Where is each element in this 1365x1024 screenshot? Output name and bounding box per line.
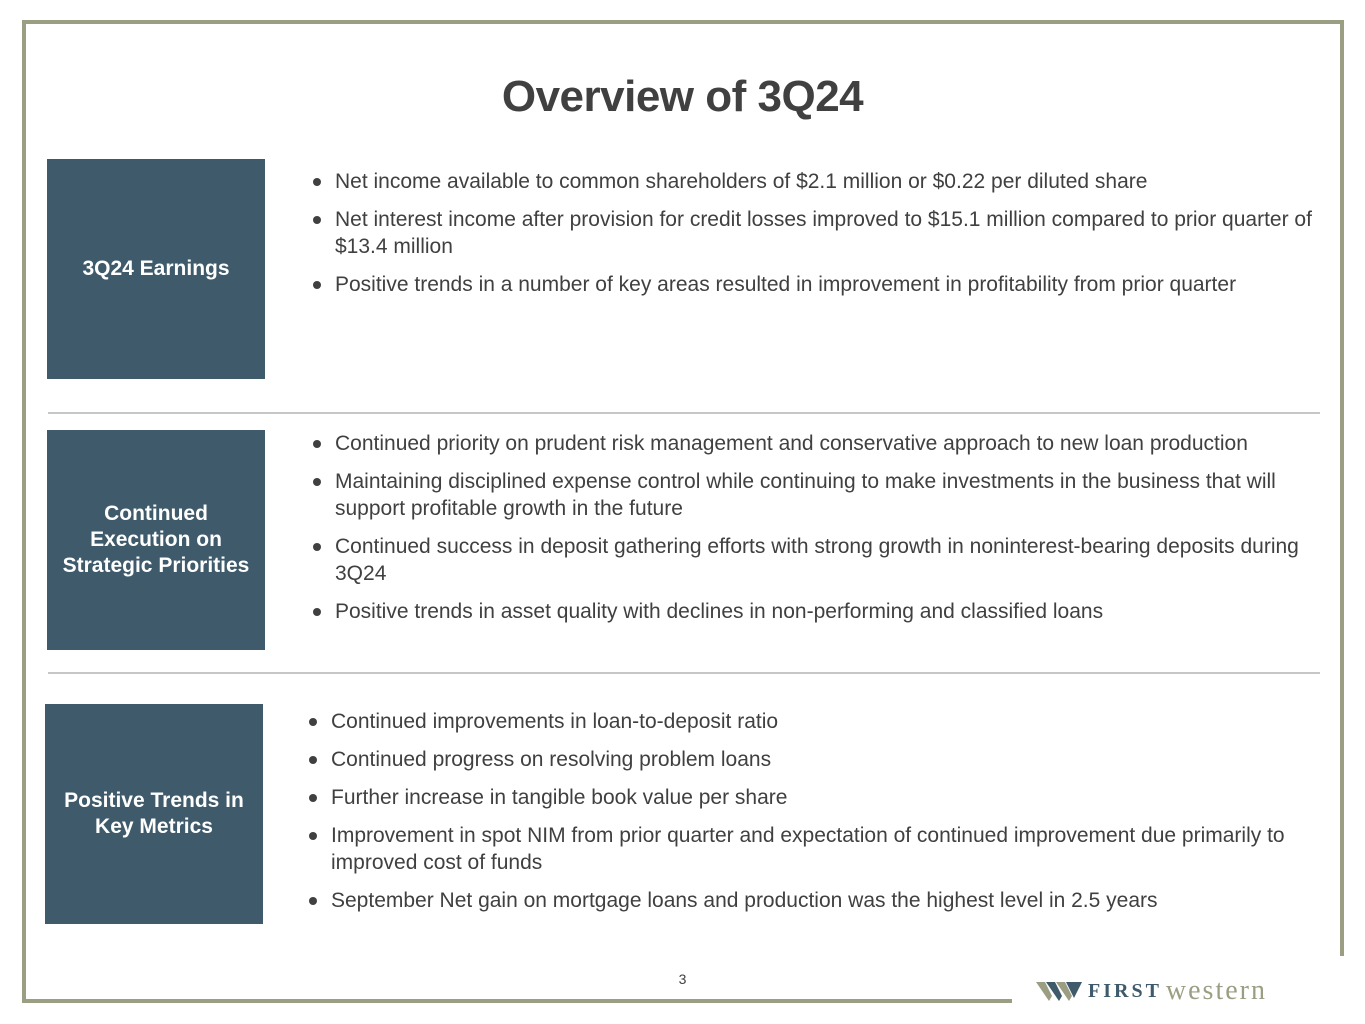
earnings-bullet-list	[311, 168, 1321, 309]
list-item: Positive trends in a number of key areas resulted in improvement in profitability from prior quarter	[311, 271, 1321, 298]
list-item: Net income available to common shareholders of $2.1 million or $0.22 per diluted share	[311, 168, 1321, 195]
company-logo	[1036, 976, 1342, 1006]
section-label-strategic-priorities: Continued Execution on Strategic Priorities	[47, 430, 265, 650]
logo-word-first: FIRST	[1088, 979, 1162, 1002]
list-item: Continued success in deposit gathering efforts with strong growth in noninterest-bearing deposits during 3Q24	[311, 533, 1311, 587]
list-item: Further increase in tangible book value per share	[307, 784, 1307, 811]
key-metrics-bullet-list	[307, 708, 1307, 925]
section-label-earnings: 3Q24 Earnings	[47, 159, 265, 379]
list-item: Continued improvements in loan-to-deposit ratio	[307, 708, 1307, 735]
list-item: Improvement in spot NIM from prior quarter and expectation of continued improvement due primarily to improved cost of funds	[307, 822, 1307, 876]
list-item: Continued priority on prudent risk management and conservative approach to new loan production	[311, 430, 1311, 457]
w-logo-icon	[1036, 980, 1082, 1002]
logo-word-western: western	[1165, 975, 1267, 1006]
frame-bottom-border	[22, 999, 1012, 1003]
frame-right-border	[1340, 20, 1344, 956]
slide-title: Overview of 3Q24	[501, 72, 864, 121]
section-label-key-metrics: Positive Trends in Key Metrics	[45, 704, 263, 924]
page-number: 3	[678, 971, 687, 987]
frame-left-border	[22, 20, 26, 1003]
frame-top-border	[22, 20, 1344, 24]
strategic-priorities-bullet-list	[311, 430, 1311, 636]
list-item: September Net gain on mortgage loans and production was the highest level in 2.5 years	[307, 887, 1307, 914]
list-item: Maintaining disciplined expense control while continuing to make investments in the business that will support profitable growth in the future	[311, 468, 1311, 522]
section-divider	[48, 412, 1320, 414]
list-item: Continued progress on resolving problem loans	[307, 746, 1307, 773]
section-divider	[48, 672, 1320, 674]
list-item: Positive trends in asset quality with declines in non-performing and classified loans	[311, 598, 1311, 625]
list-item: Net interest income after provision for credit losses improved to $15.1 million compared to prior quarter of $13.4 million	[311, 206, 1321, 260]
